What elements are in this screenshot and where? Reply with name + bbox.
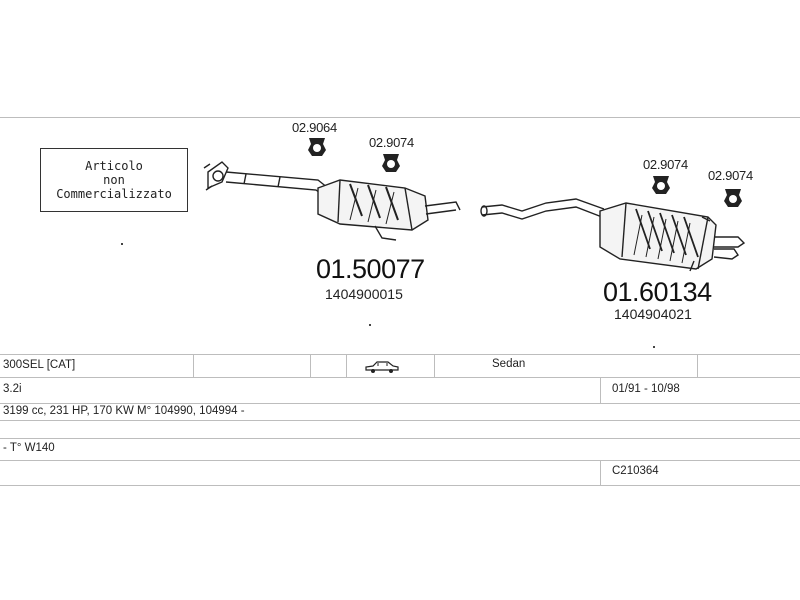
car-sedan-icon bbox=[364, 360, 400, 374]
part-number-2: 01.60134 bbox=[603, 277, 712, 307]
front-muffler-drawing bbox=[200, 150, 470, 250]
clamp-icon bbox=[722, 187, 744, 209]
table-col-divider bbox=[310, 355, 311, 377]
not-for-sale-line-2: non bbox=[103, 173, 125, 187]
clamp-label-1: 02.9064 bbox=[292, 120, 337, 135]
table-col-divider bbox=[697, 355, 698, 377]
clamp-icon bbox=[650, 174, 672, 196]
table-col-divider bbox=[193, 355, 194, 377]
vehicle-engine: 3.2i bbox=[3, 383, 22, 395]
not-for-sale-line-1: Articolo bbox=[85, 159, 143, 173]
clamp-label-4: 02.9074 bbox=[708, 168, 753, 183]
table-row-divider bbox=[0, 460, 800, 461]
rear-muffler-drawing bbox=[476, 185, 756, 275]
table-col-divider bbox=[346, 355, 347, 377]
oem-number-2: 1404904021 bbox=[614, 306, 692, 322]
clamp-icon bbox=[380, 152, 402, 174]
part-number-1: 01.50077 bbox=[316, 254, 425, 284]
table-top-border bbox=[0, 354, 800, 355]
table-col-divider bbox=[600, 461, 601, 485]
top-divider bbox=[0, 117, 800, 118]
vehicle-model: 300SEL [CAT] bbox=[3, 359, 76, 371]
marker-dot bbox=[369, 324, 371, 326]
clamp-label-2: 02.9074 bbox=[369, 135, 414, 150]
oem-number-1: 1404900015 bbox=[325, 286, 403, 302]
not-for-sale-line-3: Commercializzato bbox=[56, 187, 172, 201]
table-row-divider bbox=[0, 377, 800, 378]
table-bottom-border bbox=[0, 485, 800, 486]
vehicle-type: - T° W140 bbox=[3, 442, 55, 454]
catalogue-code: C210364 bbox=[612, 465, 659, 477]
vehicle-years: 01/91 - 10/98 bbox=[612, 383, 680, 395]
vehicle-body-type: Sedan bbox=[492, 358, 526, 370]
not-for-sale-box bbox=[40, 148, 188, 212]
marker-dot bbox=[121, 243, 123, 245]
vehicle-specs: 3199 cc, 231 HP, 170 KW M° 104990, 104994 - bbox=[3, 405, 245, 417]
table-row-divider bbox=[0, 420, 800, 421]
table-col-divider bbox=[434, 355, 435, 377]
clamp-icon bbox=[306, 136, 328, 158]
table-row-divider bbox=[0, 438, 800, 439]
marker-dot bbox=[653, 346, 655, 348]
clamp-label-3: 02.9074 bbox=[643, 157, 688, 172]
table-row-divider bbox=[0, 403, 800, 404]
table-col-divider bbox=[600, 378, 601, 403]
